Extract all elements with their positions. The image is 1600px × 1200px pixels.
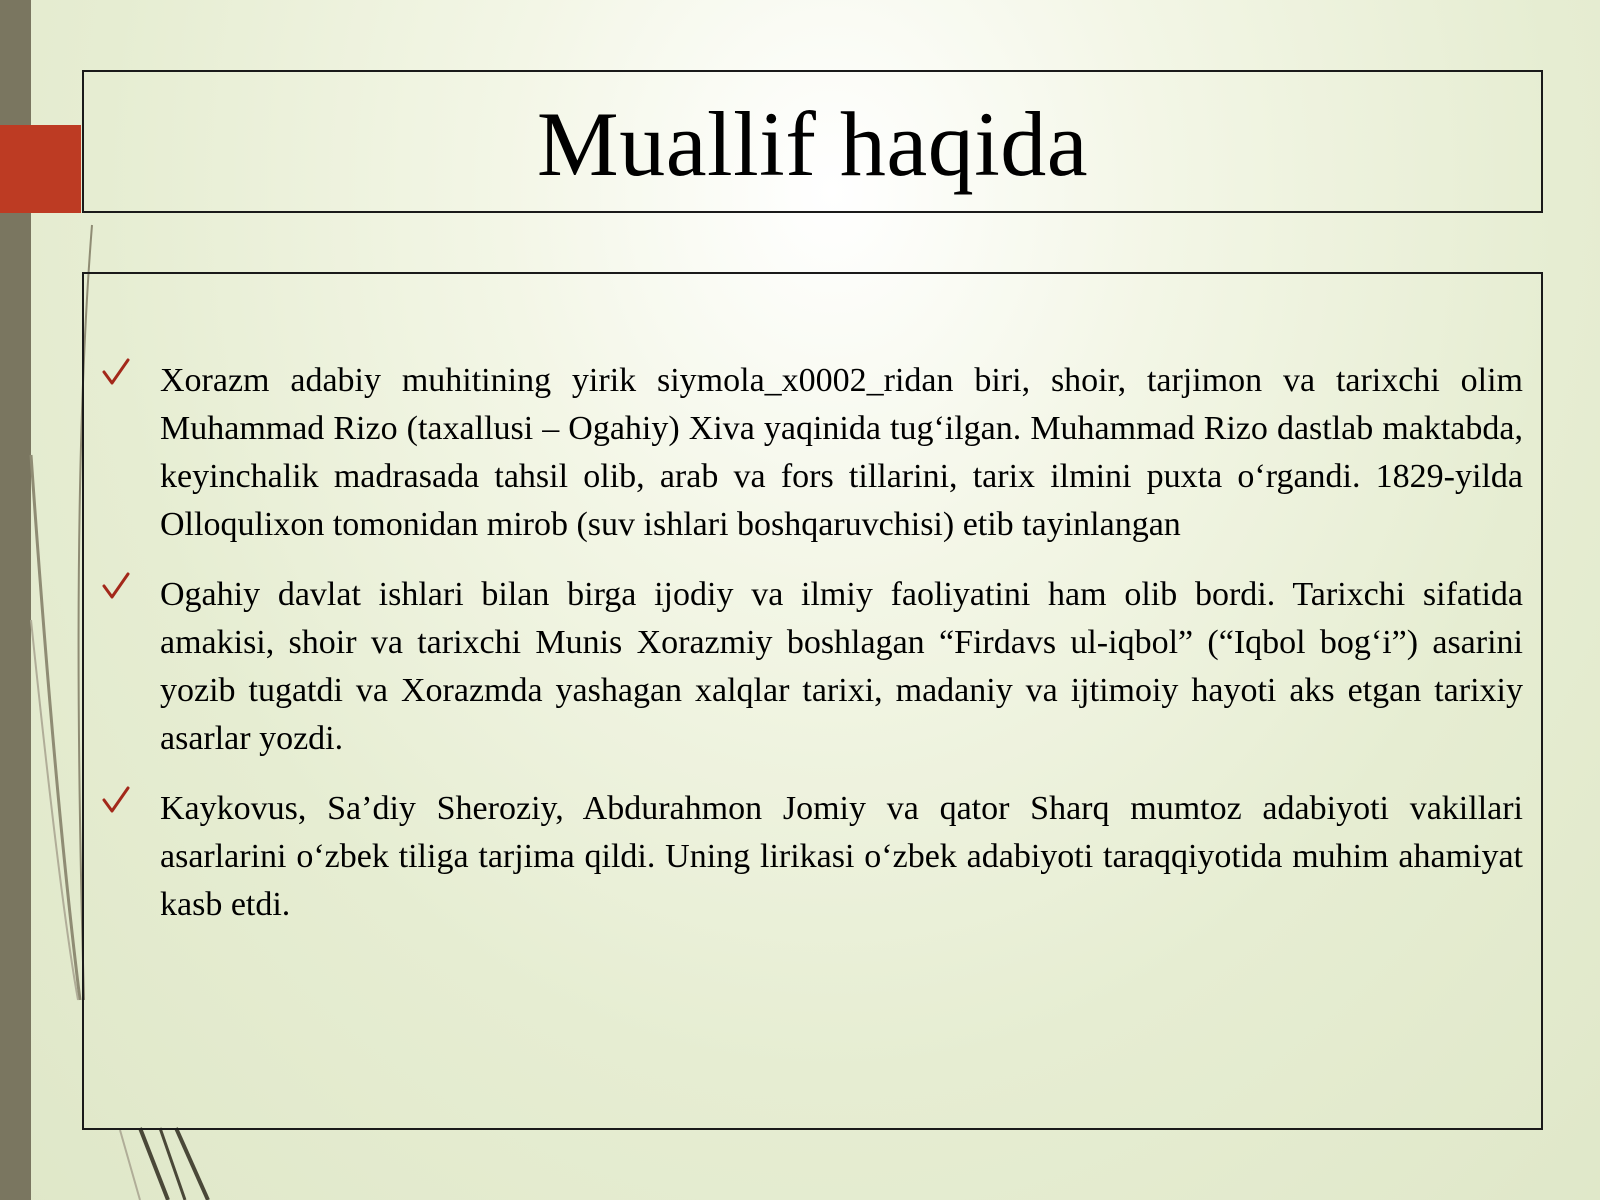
list-item bbox=[84, 571, 1541, 763]
content-box bbox=[82, 272, 1543, 1130]
checkmark-icon bbox=[102, 785, 130, 815]
checkmark-icon bbox=[102, 571, 130, 601]
bullet-text: Ogahiy davlat ishlari bilan birga ijodiy va ilmiy faoliyatini ham olib bordi. Tarixchi sifatida amakisi, shoir va tarixchi Munis Xorazmiy boshlagan “Firdavs ul-iqbol” (“Iqbol bog‘i”) asarini yozib tugatdi va Xorazmda yashagan xalqlar tarixi, madaniy va ijtimoiy hayoti aks etgan tarixiy asarlar yozdi. bbox=[160, 576, 1523, 757]
list-item bbox=[84, 785, 1541, 929]
checkmark-icon bbox=[102, 357, 130, 387]
title-box bbox=[82, 70, 1543, 213]
bullet-list bbox=[84, 357, 1541, 951]
list-item bbox=[84, 357, 1541, 549]
bullet-text: Xorazm adabiy muhitining yirik siymola_x0002_ridan biri, shoir, tarjimon va tarixchi olim Muhammad Rizo (taxallusi – Ogahiy) Xiva yaqinida tug‘ilgan. Muhammad Rizo dastlab maktabda, keyinchalik madrasada tahsil olib, arab va fors tillarini, tarix ilmini puxta o‘rgandi. 1829-yilda Olloqulixon tomonidan mirob (suv ishlari boshqaruvchisi) etib tayinlangan bbox=[160, 362, 1523, 543]
bullet-text: Kaykovus, Sa’diy Sheroziy, Abdurahmon Jomiy va qator Sharq mumtoz adabiyoti vakillari asarlarini o‘zbek tiliga tarjima qildi. Uning lirikasi o‘zbek adabiyoti taraqqiyotida muhim ahamiyat kasb etdi. bbox=[160, 790, 1523, 923]
slide-title: Muallif haqida bbox=[536, 92, 1089, 195]
